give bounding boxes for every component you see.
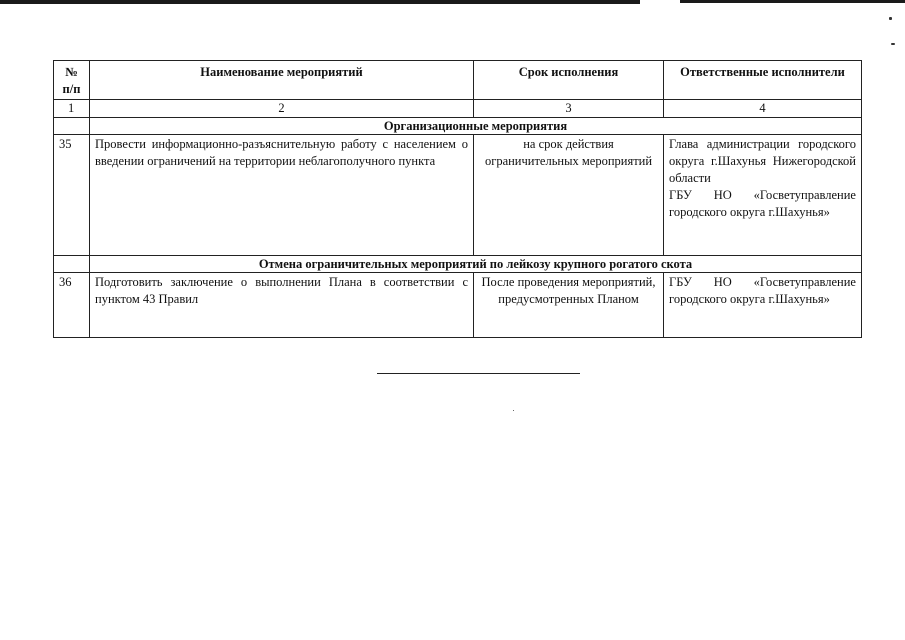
section-spacer xyxy=(54,256,90,273)
scan-speck xyxy=(889,17,892,20)
scan-edge-line-right xyxy=(680,0,905,3)
scan-edge-line-left xyxy=(0,0,640,4)
header-term: Срок исполнения xyxy=(474,61,664,100)
column-number: 3 xyxy=(474,100,664,118)
column-number-row xyxy=(54,100,862,118)
column-number: 2 xyxy=(90,100,474,118)
header-responsible: Ответственные исполнители xyxy=(664,61,862,100)
row-number: 36 xyxy=(54,273,90,338)
scan-speck xyxy=(513,410,514,411)
responsible-party: ГБУ НО «Госветуправление городского округа г.Шахунья» xyxy=(669,188,856,219)
measures-table xyxy=(53,60,862,338)
table-header-row xyxy=(54,61,862,100)
section-title: Отмена ограничительных мероприятий по лейкозу крупного рогатого скота xyxy=(90,256,862,273)
section-spacer xyxy=(54,118,90,135)
scan-speck xyxy=(891,43,895,45)
section-row xyxy=(54,118,862,135)
measure-term: После проведения мероприятий, предусмотренных Планом xyxy=(474,273,664,338)
column-number: 1 xyxy=(54,100,90,118)
measure-name: Провести информационно-разъяснительную работу с населением о введении ограничений на территории неблагополучного пункта xyxy=(90,135,474,256)
section-title: Организационные мероприятия xyxy=(90,118,862,135)
table-row xyxy=(54,273,862,338)
responsible-party: Глава администрации городского округа г.Шахунья Нижегородской области xyxy=(669,137,856,185)
header-num: № п/п xyxy=(54,61,90,100)
measure-term: на срок действия ограничительных мероприятий xyxy=(474,135,664,256)
section-row xyxy=(54,256,862,273)
measure-name: Подготовить заключение о выполнении Плана в соответствии с пунктом 43 Правил xyxy=(90,273,474,338)
measure-responsible xyxy=(664,135,862,256)
measure-responsible xyxy=(664,273,862,338)
column-number: 4 xyxy=(664,100,862,118)
responsible-party: ГБУ НО «Госветуправление городского округа г.Шахунья» xyxy=(669,275,856,306)
table-row xyxy=(54,135,862,256)
row-number: 35 xyxy=(54,135,90,256)
closing-rule xyxy=(377,373,580,374)
header-name: Наименование мероприятий xyxy=(90,61,474,100)
